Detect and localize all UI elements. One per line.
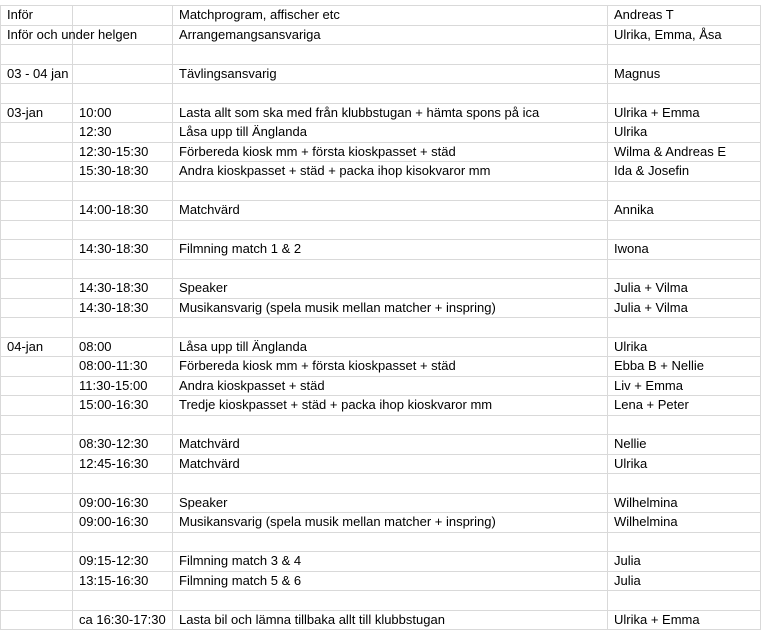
responsible-cell[interactable]: Ulrika, Emma, Åsa [608, 25, 761, 45]
task-cell[interactable]: Speaker [173, 493, 608, 513]
task-cell[interactable]: Musikansvarig (spela musik mellan matcher + inspring) [173, 298, 608, 318]
table-row [1, 162, 761, 182]
task-cell[interactable] [173, 181, 608, 201]
time-cell[interactable]: ca 16:30-17:30 [73, 610, 173, 630]
task-cell[interactable]: Speaker [173, 279, 608, 299]
date-cell[interactable] [1, 610, 73, 630]
date-cell[interactable] [1, 318, 73, 338]
time-cell[interactable] [73, 591, 173, 611]
date-cell[interactable] [1, 240, 73, 260]
date-cell[interactable] [1, 552, 73, 572]
table-row [1, 45, 761, 65]
task-cell[interactable] [173, 259, 608, 279]
date-cell[interactable] [1, 513, 73, 533]
responsible-cell[interactable]: Ulrika + Emma [608, 610, 761, 630]
time-cell[interactable]: 14:30-18:30 [73, 279, 173, 299]
responsible-cell[interactable] [608, 45, 761, 65]
time-cell[interactable]: 14:30-18:30 [73, 240, 173, 260]
responsible-cell[interactable]: Annika [608, 201, 761, 221]
table-row [1, 6, 761, 26]
date-cell[interactable] [1, 298, 73, 318]
time-cell[interactable]: 12:30-15:30 [73, 142, 173, 162]
table-row [1, 415, 761, 435]
date-cell[interactable]: 03-jan [1, 103, 73, 123]
task-cell[interactable]: Filmning match 1 & 2 [173, 240, 608, 260]
table-row [1, 84, 761, 104]
table-row [1, 279, 761, 299]
date-cell[interactable] [1, 123, 73, 143]
time-cell[interactable]: 09:15-12:30 [73, 552, 173, 572]
responsible-cell[interactable] [608, 591, 761, 611]
responsible-cell[interactable]: Wilma & Andreas E [608, 142, 761, 162]
task-cell[interactable] [173, 474, 608, 494]
time-cell[interactable] [73, 474, 173, 494]
table-row [1, 357, 761, 377]
table-row [1, 571, 761, 591]
table-row [1, 552, 761, 572]
task-cell[interactable] [173, 220, 608, 240]
table-row [1, 142, 761, 162]
time-cell[interactable] [73, 6, 173, 26]
task-cell[interactable]: Låsa upp till Änglanda [173, 123, 608, 143]
responsible-cell[interactable] [608, 84, 761, 104]
table-row [1, 240, 761, 260]
table-row [1, 181, 761, 201]
date-cell[interactable]: Inför och under helgen [1, 25, 73, 45]
date-cell[interactable] [1, 435, 73, 455]
task-cell[interactable]: Matchvärd [173, 435, 608, 455]
responsible-cell[interactable] [608, 474, 761, 494]
date-cell[interactable] [1, 474, 73, 494]
responsible-cell[interactable] [608, 181, 761, 201]
table-row [1, 298, 761, 318]
table-row [1, 318, 761, 338]
responsible-cell[interactable] [608, 532, 761, 552]
time-cell[interactable] [73, 45, 173, 65]
task-cell[interactable]: Matchvärd [173, 454, 608, 474]
time-cell[interactable]: 08:00-11:30 [73, 357, 173, 377]
time-cell[interactable]: 12:45-16:30 [73, 454, 173, 474]
time-cell[interactable]: 09:00-16:30 [73, 493, 173, 513]
task-cell[interactable]: Förbereda kiosk mm + första kioskpasset + städ [173, 142, 608, 162]
time-cell[interactable] [73, 532, 173, 552]
date-cell[interactable] [1, 259, 73, 279]
table-row [1, 610, 761, 630]
date-cell[interactable] [1, 396, 73, 416]
date-cell[interactable] [1, 571, 73, 591]
responsible-cell[interactable] [608, 415, 761, 435]
responsible-cell[interactable]: Julia [608, 552, 761, 572]
time-cell[interactable]: 15:30-18:30 [73, 162, 173, 182]
responsible-cell[interactable]: Lena + Peter [608, 396, 761, 416]
table-row [1, 435, 761, 455]
date-cell[interactable] [1, 220, 73, 240]
task-cell[interactable]: Andra kioskpasset + städ + packa ihop kisokvaror mm [173, 162, 608, 182]
time-cell[interactable]: 09:00-16:30 [73, 513, 173, 533]
table-row [1, 259, 761, 279]
table-row [1, 591, 761, 611]
task-cell[interactable] [173, 415, 608, 435]
time-cell[interactable] [73, 259, 173, 279]
time-cell[interactable]: 08:30-12:30 [73, 435, 173, 455]
responsible-cell[interactable]: Wilhelmina [608, 493, 761, 513]
date-cell[interactable] [1, 142, 73, 162]
task-cell[interactable]: Andra kioskpasset + städ [173, 376, 608, 396]
table-row [1, 64, 761, 84]
time-cell[interactable]: 13:15-16:30 [73, 571, 173, 591]
responsible-cell[interactable]: Julia [608, 571, 761, 591]
task-cell[interactable]: Låsa upp till Änglanda [173, 337, 608, 357]
responsible-cell[interactable]: Ebba B + Nellie [608, 357, 761, 377]
time-cell[interactable]: 08:00 [73, 337, 173, 357]
time-cell[interactable]: 14:00-18:30 [73, 201, 173, 221]
date-cell[interactable] [1, 415, 73, 435]
date-cell[interactable] [1, 201, 73, 221]
time-cell[interactable] [73, 181, 173, 201]
responsible-cell[interactable] [608, 259, 761, 279]
responsible-cell[interactable]: Ulrika [608, 454, 761, 474]
responsible-cell[interactable]: Julia + Vilma [608, 298, 761, 318]
task-cell[interactable]: Matchprogram, affischer etc [173, 6, 608, 26]
responsible-cell[interactable]: Ulrika [608, 123, 761, 143]
responsible-cell[interactable]: Nellie [608, 435, 761, 455]
table-row [1, 513, 761, 533]
date-cell[interactable] [1, 162, 73, 182]
date-cell[interactable] [1, 376, 73, 396]
schedule-spreadsheet [0, 5, 761, 630]
responsible-cell[interactable]: Julia + Vilma [608, 279, 761, 299]
date-cell[interactable] [1, 45, 73, 65]
time-cell[interactable]: 11:30-15:00 [73, 376, 173, 396]
responsible-cell[interactable]: Wilhelmina [608, 513, 761, 533]
date-cell[interactable] [1, 532, 73, 552]
date-cell[interactable]: 04-jan [1, 337, 73, 357]
date-cell[interactable] [1, 493, 73, 513]
task-cell[interactable] [173, 532, 608, 552]
responsible-cell[interactable]: Iwona [608, 240, 761, 260]
responsible-cell[interactable] [608, 220, 761, 240]
date-cell[interactable]: Inför [1, 6, 73, 26]
table-row [1, 123, 761, 143]
table-row [1, 454, 761, 474]
table-row [1, 220, 761, 240]
time-cell[interactable]: 10:00 [73, 103, 173, 123]
date-cell[interactable] [1, 591, 73, 611]
task-cell[interactable]: Filmning match 5 & 6 [173, 571, 608, 591]
task-cell[interactable]: Matchvärd [173, 201, 608, 221]
table-row [1, 493, 761, 513]
table-row [1, 201, 761, 221]
responsible-cell[interactable]: Andreas T [608, 6, 761, 26]
responsible-cell[interactable] [608, 318, 761, 338]
date-cell[interactable] [1, 279, 73, 299]
time-cell[interactable]: 14:30-18:30 [73, 298, 173, 318]
time-cell[interactable] [73, 220, 173, 240]
table-row [1, 376, 761, 396]
table-row [1, 25, 761, 45]
responsible-cell[interactable]: Ulrika + Emma [608, 103, 761, 123]
time-cell[interactable] [73, 64, 173, 84]
task-cell[interactable] [173, 318, 608, 338]
table-row [1, 474, 761, 494]
responsible-cell[interactable]: Magnus [608, 64, 761, 84]
time-cell[interactable] [73, 84, 173, 104]
task-cell[interactable] [173, 45, 608, 65]
task-cell[interactable]: Filmning match 3 & 4 [173, 552, 608, 572]
table-row [1, 337, 761, 357]
responsible-cell[interactable]: Liv + Emma [608, 376, 761, 396]
date-cell[interactable] [1, 357, 73, 377]
time-cell[interactable]: 15:00-16:30 [73, 396, 173, 416]
date-cell[interactable]: 03 - 04 jan [1, 64, 73, 84]
schedule-rows [1, 6, 761, 630]
task-cell[interactable]: Tävlingsansvarig [173, 64, 608, 84]
table-row [1, 103, 761, 123]
time-cell[interactable] [73, 415, 173, 435]
task-cell[interactable]: Lasta bil och lämna tillbaka allt till klubbstugan [173, 610, 608, 630]
task-cell[interactable] [173, 84, 608, 104]
responsible-cell[interactable]: Ida & Josefin [608, 162, 761, 182]
task-cell[interactable]: Lasta allt som ska med från klubbstugan + hämta spons på ica [173, 103, 608, 123]
responsible-cell[interactable]: Ulrika [608, 337, 761, 357]
task-cell[interactable]: Musikansvarig (spela musik mellan matcher + inspring) [173, 513, 608, 533]
date-cell[interactable] [1, 181, 73, 201]
task-cell[interactable]: Arrangemangsansvariga [173, 25, 608, 45]
date-cell[interactable] [1, 84, 73, 104]
time-cell[interactable]: 12:30 [73, 123, 173, 143]
task-cell[interactable]: Förbereda kiosk mm + första kioskpasset + städ [173, 357, 608, 377]
task-cell[interactable]: Tredje kioskpasset + städ + packa ihop kioskvaror mm [173, 396, 608, 416]
task-cell[interactable] [173, 591, 608, 611]
date-cell[interactable] [1, 454, 73, 474]
table-row [1, 532, 761, 552]
table-row [1, 396, 761, 416]
time-cell[interactable] [73, 318, 173, 338]
